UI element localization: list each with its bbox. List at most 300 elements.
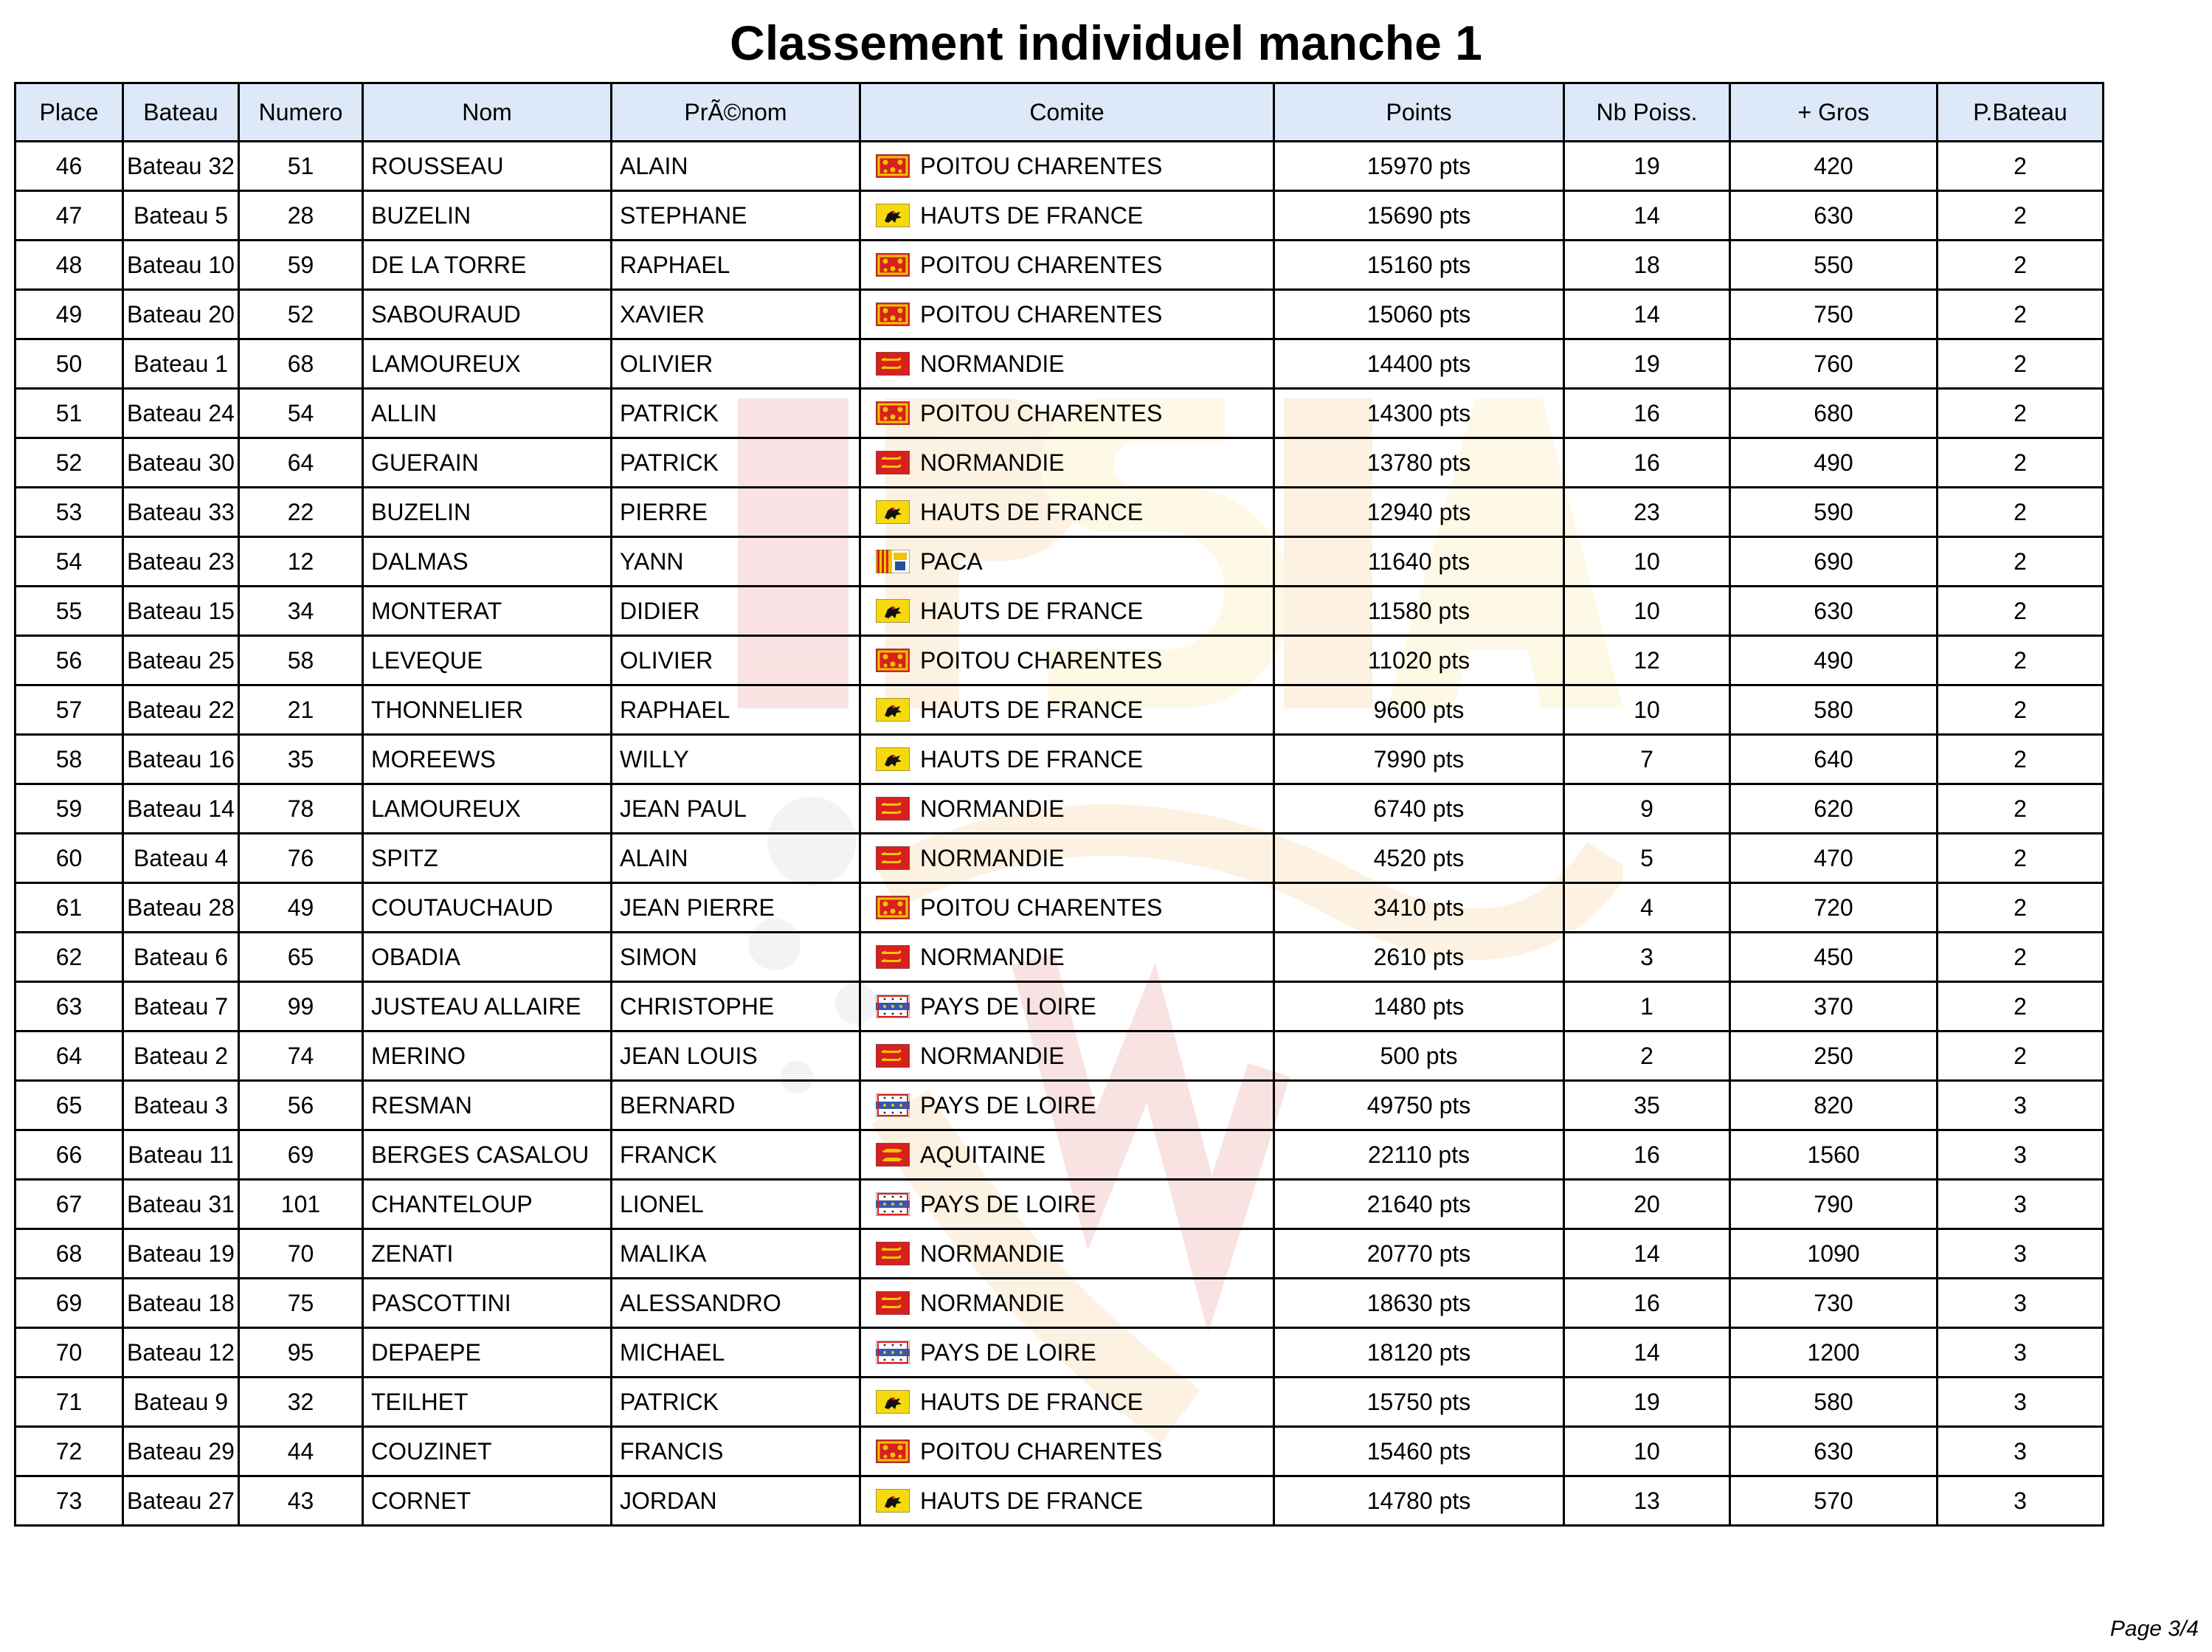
cell-place: 68 [15,1229,123,1279]
cell-points: 15160 pts [1274,241,1564,290]
cell-prenom: PATRICK [612,438,860,488]
comite-label: PACA [920,547,983,575]
cell-points: 18630 pts [1274,1279,1564,1328]
cell-nb-poiss: 2 [1564,1031,1730,1081]
comite-label: POITOU CHARENTES [920,152,1163,179]
comite-label: POITOU CHARENTES [920,251,1163,278]
cell-bateau: Bateau 16 [123,735,239,784]
cell-place: 71 [15,1378,123,1427]
cell-prenom: JEAN PIERRE [612,883,860,933]
cell-gros: 370 [1730,982,1938,1031]
cell-bateau: Bateau 7 [123,982,239,1031]
cell-points: 12940 pts [1274,488,1564,537]
cell-gros: 630 [1730,587,1938,636]
cell-place: 46 [15,142,123,191]
column-header-gros: + Gros [1730,83,1938,142]
normandie-flag-icon [876,945,910,969]
cell-bateau: Bateau 1 [123,339,239,389]
hauts-de-france-flag-icon [876,1390,910,1414]
cell-p-bateau: 2 [1938,883,2104,933]
cell-nom: SABOURAUD [363,290,612,339]
cell-nb-poiss: 14 [1564,290,1730,339]
comite-label: POITOU CHARENTES [920,646,1163,674]
cell-comite [860,883,1274,933]
cell-p-bateau: 3 [1938,1180,2104,1229]
table-row [15,883,2104,933]
table-row [15,982,2104,1031]
poitou-charentes-flag-icon [876,1440,910,1463]
table-row [15,1229,2104,1279]
cell-gros: 450 [1730,933,1938,982]
cell-nom: LAMOUREUX [363,784,612,834]
cell-p-bateau: 3 [1938,1279,2104,1328]
cell-bateau: Bateau 30 [123,438,239,488]
cell-prenom: RAPHAEL [612,685,860,735]
cell-numero: 69 [239,1130,363,1180]
cell-place: 67 [15,1180,123,1229]
cell-comite [860,587,1274,636]
cell-p-bateau: 2 [1938,587,2104,636]
cell-numero: 70 [239,1229,363,1279]
cell-nb-poiss: 14 [1564,1328,1730,1378]
cell-place: 66 [15,1130,123,1180]
cell-p-bateau: 2 [1938,389,2104,438]
cell-points: 500 pts [1274,1031,1564,1081]
cell-points: 15690 pts [1274,191,1564,241]
cell-nb-poiss: 10 [1564,685,1730,735]
cell-place: 70 [15,1328,123,1378]
cell-numero: 59 [239,241,363,290]
cell-prenom: DIDIER [612,587,860,636]
cell-place: 54 [15,537,123,587]
cell-numero: 52 [239,290,363,339]
cell-points: 20770 pts [1274,1229,1564,1279]
cell-nb-poiss: 16 [1564,389,1730,438]
cell-prenom: CHRISTOPHE [612,982,860,1031]
page-number: Page 3/4 [2109,1617,2199,1641]
cell-p-bateau: 3 [1938,1130,2104,1180]
cell-place: 64 [15,1031,123,1081]
cell-place: 55 [15,587,123,636]
cell-prenom: OLIVIER [612,636,860,685]
cell-bateau: Bateau 32 [123,142,239,191]
cell-comite [860,685,1274,735]
cell-gros: 690 [1730,537,1938,587]
cell-nom: BUZELIN [363,191,612,241]
comite-label: HAUTS DE FRANCE [920,498,1144,525]
cell-prenom: STEPHANE [612,191,860,241]
cell-comite [860,1279,1274,1328]
cell-bateau: Bateau 27 [123,1476,239,1526]
cell-place: 50 [15,339,123,389]
cell-comite [860,982,1274,1031]
cell-bateau: Bateau 2 [123,1031,239,1081]
cell-numero: 12 [239,537,363,587]
cell-points: 11580 pts [1274,587,1564,636]
cell-numero: 22 [239,488,363,537]
cell-gros: 470 [1730,834,1938,883]
cell-numero: 76 [239,834,363,883]
comite-label: POITOU CHARENTES [920,399,1163,426]
cell-p-bateau: 2 [1938,982,2104,1031]
cell-points: 2610 pts [1274,933,1564,982]
cell-comite [860,933,1274,982]
cell-place: 56 [15,636,123,685]
table-row [15,1328,2104,1378]
table-row [15,735,2104,784]
cell-prenom: JEAN PAUL [612,784,860,834]
hauts-de-france-flag-icon [876,599,910,623]
cell-comite [860,1081,1274,1130]
comite-label: HAUTS DE FRANCE [920,1487,1144,1514]
table-row [15,488,2104,537]
cell-p-bateau: 2 [1938,636,2104,685]
cell-comite [860,1031,1274,1081]
hauts-de-france-flag-icon [876,747,910,771]
cell-prenom: ALESSANDRO [612,1279,860,1328]
cell-numero: 28 [239,191,363,241]
cell-place: 72 [15,1427,123,1476]
cell-nom: RESMAN [363,1081,612,1130]
cell-numero: 56 [239,1081,363,1130]
cell-nb-poiss: 10 [1564,537,1730,587]
table-row [15,1180,2104,1229]
cell-nom: ALLIN [363,389,612,438]
cell-numero: 74 [239,1031,363,1081]
cell-comite [860,537,1274,587]
cell-gros: 490 [1730,636,1938,685]
table-header-row [15,83,2104,142]
column-header-nom: Nom [363,83,612,142]
cell-prenom: RAPHAEL [612,241,860,290]
table-row [15,1476,2104,1526]
cell-nom: COUTAUCHAUD [363,883,612,933]
comite-label: PAYS DE LOIRE [920,992,1096,1020]
cell-prenom: FRANCK [612,1130,860,1180]
column-header-prenom: PrÃ©nom [612,83,860,142]
cell-nom: LAMOUREUX [363,339,612,389]
cell-prenom: MICHAEL [612,1328,860,1378]
cell-place: 53 [15,488,123,537]
cell-nom: MERINO [363,1031,612,1081]
column-header-bateau: Bateau [123,83,239,142]
comite-label: POITOU CHARENTES [920,894,1163,921]
cell-points: 11020 pts [1274,636,1564,685]
cell-points: 14300 pts [1274,389,1564,438]
poitou-charentes-flag-icon [876,896,910,919]
cell-bateau: Bateau 24 [123,389,239,438]
cell-nb-poiss: 19 [1564,1378,1730,1427]
normandie-flag-icon [876,846,910,870]
cell-nb-poiss: 16 [1564,438,1730,488]
cell-p-bateau: 2 [1938,241,2104,290]
cell-comite [860,1378,1274,1427]
cell-comite [860,1229,1274,1279]
poitou-charentes-flag-icon [876,649,910,672]
poitou-charentes-flag-icon [876,303,910,326]
cell-prenom: ALAIN [612,142,860,191]
cell-comite [860,636,1274,685]
cell-gros: 1200 [1730,1328,1938,1378]
cell-p-bateau: 2 [1938,488,2104,537]
hauts-de-france-flag-icon [876,698,910,722]
cell-gros: 550 [1730,241,1938,290]
cell-numero: 54 [239,389,363,438]
cell-nb-poiss: 23 [1564,488,1730,537]
cell-gros: 580 [1730,1378,1938,1427]
cell-place: 51 [15,389,123,438]
cell-points: 6740 pts [1274,784,1564,834]
cell-bateau: Bateau 9 [123,1378,239,1427]
cell-p-bateau: 3 [1938,1229,2104,1279]
cell-prenom: LIONEL [612,1180,860,1229]
cell-place: 60 [15,834,123,883]
cell-p-bateau: 3 [1938,1378,2104,1427]
cell-prenom: XAVIER [612,290,860,339]
normandie-flag-icon [876,1291,910,1315]
cell-p-bateau: 2 [1938,142,2104,191]
cell-comite [860,389,1274,438]
table-row [15,1031,2104,1081]
cell-points: 3410 pts [1274,883,1564,933]
table-row [15,636,2104,685]
cell-nom: THONNELIER [363,685,612,735]
cell-comite [860,1476,1274,1526]
cell-nb-poiss: 1 [1564,982,1730,1031]
cell-bateau: Bateau 28 [123,883,239,933]
cell-bateau: Bateau 4 [123,834,239,883]
table-row [15,1378,2104,1427]
table-row [15,1081,2104,1130]
cell-place: 65 [15,1081,123,1130]
cell-nom: BUZELIN [363,488,612,537]
cell-p-bateau: 2 [1938,933,2104,982]
cell-prenom: YANN [612,537,860,587]
comite-label: POITOU CHARENTES [920,300,1163,328]
table-row [15,290,2104,339]
table-row [15,438,2104,488]
cell-place: 69 [15,1279,123,1328]
hauts-de-france-flag-icon [876,204,910,227]
cell-numero: 35 [239,735,363,784]
cell-points: 22110 pts [1274,1130,1564,1180]
cell-bateau: Bateau 10 [123,241,239,290]
cell-points: 11640 pts [1274,537,1564,587]
cell-bateau: Bateau 22 [123,685,239,735]
cell-points: 18120 pts [1274,1328,1564,1378]
cell-points: 4520 pts [1274,834,1564,883]
cell-prenom: OLIVIER [612,339,860,389]
cell-comite [860,438,1274,488]
cell-gros: 590 [1730,488,1938,537]
table-row [15,834,2104,883]
cell-place: 73 [15,1476,123,1526]
table-row [15,389,2104,438]
cell-numero: 64 [239,438,363,488]
cell-nb-poiss: 3 [1564,933,1730,982]
cell-nb-poiss: 16 [1564,1130,1730,1180]
comite-label: NORMANDIE [920,1289,1065,1316]
cell-nb-poiss: 9 [1564,784,1730,834]
cell-prenom: SIMON [612,933,860,982]
cell-bateau: Bateau 25 [123,636,239,685]
cell-gros: 750 [1730,290,1938,339]
cell-p-bateau: 2 [1938,735,2104,784]
cell-p-bateau: 2 [1938,1031,2104,1081]
cell-numero: 78 [239,784,363,834]
cell-bateau: Bateau 14 [123,784,239,834]
cell-nom: LEVEQUE [363,636,612,685]
cell-nb-poiss: 14 [1564,191,1730,241]
cell-comite [860,488,1274,537]
aquitaine-flag-icon [876,1143,910,1167]
cell-gros: 1090 [1730,1229,1938,1279]
table-row [15,1130,2104,1180]
cell-place: 48 [15,241,123,290]
cell-nom: BERGES CASALOU [363,1130,612,1180]
normandie-flag-icon [876,1242,910,1265]
cell-bateau: Bateau 3 [123,1081,239,1130]
cell-place: 57 [15,685,123,735]
cell-bateau: Bateau 20 [123,290,239,339]
cell-gros: 630 [1730,191,1938,241]
cell-bateau: Bateau 19 [123,1229,239,1279]
table-row [15,784,2104,834]
cell-gros: 490 [1730,438,1938,488]
cell-prenom: JORDAN [612,1476,860,1526]
comite-label: NORMANDIE [920,449,1065,476]
cell-place: 58 [15,735,123,784]
cell-prenom: ALAIN [612,834,860,883]
cell-nb-poiss: 12 [1564,636,1730,685]
ranking-table [14,82,2104,1527]
cell-p-bateau: 3 [1938,1081,2104,1130]
cell-numero: 34 [239,587,363,636]
cell-bateau: Bateau 15 [123,587,239,636]
cell-comite [860,784,1274,834]
cell-nom: JUSTEAU ALLAIRE [363,982,612,1031]
normandie-flag-icon [876,451,910,474]
cell-gros: 420 [1730,142,1938,191]
cell-comite [860,191,1274,241]
cell-nom: CORNET [363,1476,612,1526]
cell-p-bateau: 2 [1938,685,2104,735]
cell-numero: 68 [239,339,363,389]
cell-nb-poiss: 5 [1564,834,1730,883]
cell-p-bateau: 2 [1938,339,2104,389]
cell-nom: COUZINET [363,1427,612,1476]
cell-numero: 95 [239,1328,363,1378]
cell-numero: 75 [239,1279,363,1328]
cell-p-bateau: 2 [1938,191,2104,241]
cell-prenom: JEAN LOUIS [612,1031,860,1081]
cell-comite [860,1427,1274,1476]
comite-label: NORMANDIE [920,943,1065,970]
cell-gros: 730 [1730,1279,1938,1328]
cell-nb-poiss: 7 [1564,735,1730,784]
comite-label: AQUITAINE [920,1141,1046,1168]
cell-nb-poiss: 13 [1564,1476,1730,1526]
cell-bateau: Bateau 31 [123,1180,239,1229]
pays-de-loire-flag-icon [876,1341,910,1364]
cell-comite [860,339,1274,389]
cell-nom: TEILHET [363,1378,612,1427]
normandie-flag-icon [876,1044,910,1068]
cell-nom: ROUSSEAU [363,142,612,191]
comite-label: PAYS DE LOIRE [920,1338,1096,1366]
cell-prenom: FRANCIS [612,1427,860,1476]
cell-gros: 720 [1730,883,1938,933]
cell-gros: 250 [1730,1031,1938,1081]
cell-gros: 680 [1730,389,1938,438]
cell-nom: OBADIA [363,933,612,982]
comite-label: NORMANDIE [920,795,1065,822]
comite-label: HAUTS DE FRANCE [920,201,1144,229]
column-header-p-bateau: P.Bateau [1938,83,2104,142]
cell-points: 15970 pts [1274,142,1564,191]
cell-points: 13780 pts [1274,438,1564,488]
cell-place: 52 [15,438,123,488]
cell-numero: 101 [239,1180,363,1229]
cell-nom: SPITZ [363,834,612,883]
poitou-charentes-flag-icon [876,154,910,178]
cell-p-bateau: 3 [1938,1476,2104,1526]
cell-bateau: Bateau 11 [123,1130,239,1180]
cell-gros: 570 [1730,1476,1938,1526]
cell-bateau: Bateau 33 [123,488,239,537]
cell-p-bateau: 2 [1938,784,2104,834]
cell-nom: CHANTELOUP [363,1180,612,1229]
table-row [15,142,2104,191]
cell-points: 15460 pts [1274,1427,1564,1476]
cell-p-bateau: 2 [1938,834,2104,883]
cell-bateau: Bateau 5 [123,191,239,241]
column-header-place: Place [15,83,123,142]
cell-nom: MOREEWS [363,735,612,784]
table-row [15,1279,2104,1328]
cell-numero: 49 [239,883,363,933]
cell-gros: 640 [1730,735,1938,784]
cell-nb-poiss: 10 [1564,587,1730,636]
cell-p-bateau: 2 [1938,438,2104,488]
table-row [15,587,2104,636]
cell-comite [860,1180,1274,1229]
cell-numero: 99 [239,982,363,1031]
cell-comite [860,290,1274,339]
table-row [15,537,2104,587]
cell-gros: 620 [1730,784,1938,834]
table-row [15,339,2104,389]
cell-nom: ZENATI [363,1229,612,1279]
cell-nom: PASCOTTINI [363,1279,612,1328]
comite-label: HAUTS DE FRANCE [920,696,1144,723]
cell-bateau: Bateau 12 [123,1328,239,1378]
cell-points: 1480 pts [1274,982,1564,1031]
cell-points: 15060 pts [1274,290,1564,339]
table-row [15,1427,2104,1476]
cell-bateau: Bateau 6 [123,933,239,982]
comite-label: NORMANDIE [920,350,1065,377]
cell-nb-poiss: 20 [1564,1180,1730,1229]
cell-numero: 44 [239,1427,363,1476]
cell-numero: 21 [239,685,363,735]
normandie-flag-icon [876,797,910,820]
cell-prenom: PIERRE [612,488,860,537]
cell-nb-poiss: 14 [1564,1229,1730,1279]
cell-bateau: Bateau 29 [123,1427,239,1476]
cell-nb-poiss: 16 [1564,1279,1730,1328]
comite-label: NORMANDIE [920,1042,1065,1069]
